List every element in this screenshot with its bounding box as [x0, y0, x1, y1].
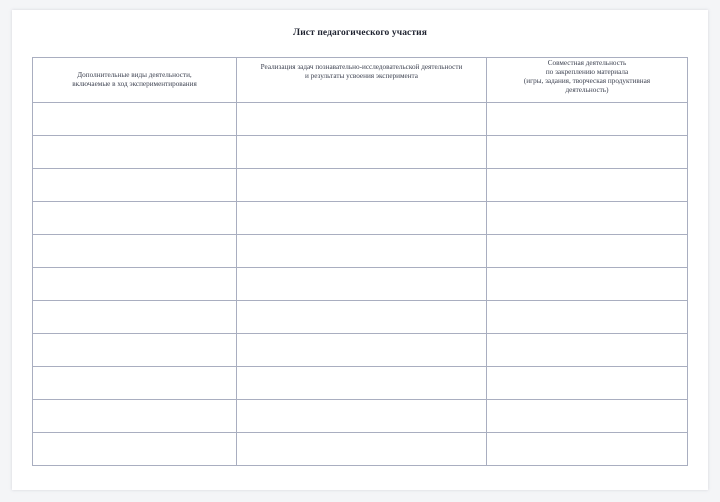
joint-activity-cell — [487, 235, 688, 268]
document-title: Лист педагогического участия — [293, 28, 427, 38]
table-row — [33, 235, 688, 268]
table-row — [33, 433, 688, 466]
additional-activities-cell — [33, 367, 237, 400]
joint-activity-cell — [487, 268, 688, 301]
header-text-line: по закреплению материала — [545, 68, 629, 76]
additional-activities-cell — [33, 136, 237, 169]
task-realization-cell — [237, 202, 487, 235]
column-header-additional-activities — [33, 58, 237, 103]
column-header-joint-activity — [487, 58, 688, 103]
task-realization-cell — [237, 334, 487, 367]
task-realization-cell — [237, 169, 487, 202]
joint-activity-cell — [487, 103, 688, 136]
joint-activity-cell — [487, 400, 688, 433]
joint-activity-cell — [487, 301, 688, 334]
additional-activities-cell — [33, 235, 237, 268]
task-realization-cell — [237, 433, 487, 466]
header-row — [33, 58, 688, 103]
table-row — [33, 301, 688, 334]
joint-activity-cell — [487, 169, 688, 202]
header-text-line: включаемые в ход экспериментирования — [72, 80, 197, 88]
table-row — [33, 367, 688, 400]
table-body — [33, 103, 688, 466]
table-row — [33, 136, 688, 169]
header-text-line: Дополнительные виды деятельности, — [77, 71, 192, 79]
additional-activities-cell — [33, 169, 237, 202]
additional-activities-cell — [33, 202, 237, 235]
joint-activity-cell — [487, 202, 688, 235]
additional-activities-cell — [33, 301, 237, 334]
header-text-line: Совместная деятельность — [547, 59, 627, 67]
additional-activities-cell — [33, 103, 237, 136]
table-row — [33, 268, 688, 301]
column-header-task-realization — [237, 58, 487, 103]
task-realization-cell — [237, 235, 487, 268]
task-realization-cell — [237, 136, 487, 169]
table-row — [33, 202, 688, 235]
joint-activity-cell — [487, 334, 688, 367]
joint-activity-cell — [487, 433, 688, 466]
task-realization-cell — [237, 103, 487, 136]
joint-activity-cell — [487, 367, 688, 400]
header-text-line: (игры, задания, творческая продуктивная — [523, 77, 651, 85]
header-text-line: Реализация задач познавательно-исследовательской деятельности — [260, 63, 463, 71]
table-row — [33, 400, 688, 433]
task-realization-cell — [237, 367, 487, 400]
task-realization-cell — [237, 268, 487, 301]
participation-table — [32, 57, 688, 466]
task-realization-cell — [237, 400, 487, 433]
header-text-line: деятельность) — [565, 86, 609, 94]
additional-activities-cell — [33, 433, 237, 466]
header-text-line: и результаты усвоения эксперимента — [305, 72, 418, 80]
table-row — [33, 169, 688, 202]
table-row — [33, 334, 688, 367]
additional-activities-cell — [33, 400, 237, 433]
additional-activities-cell — [33, 334, 237, 367]
additional-activities-cell — [33, 268, 237, 301]
table-row — [33, 103, 688, 136]
task-realization-cell — [237, 301, 487, 334]
joint-activity-cell — [487, 136, 688, 169]
